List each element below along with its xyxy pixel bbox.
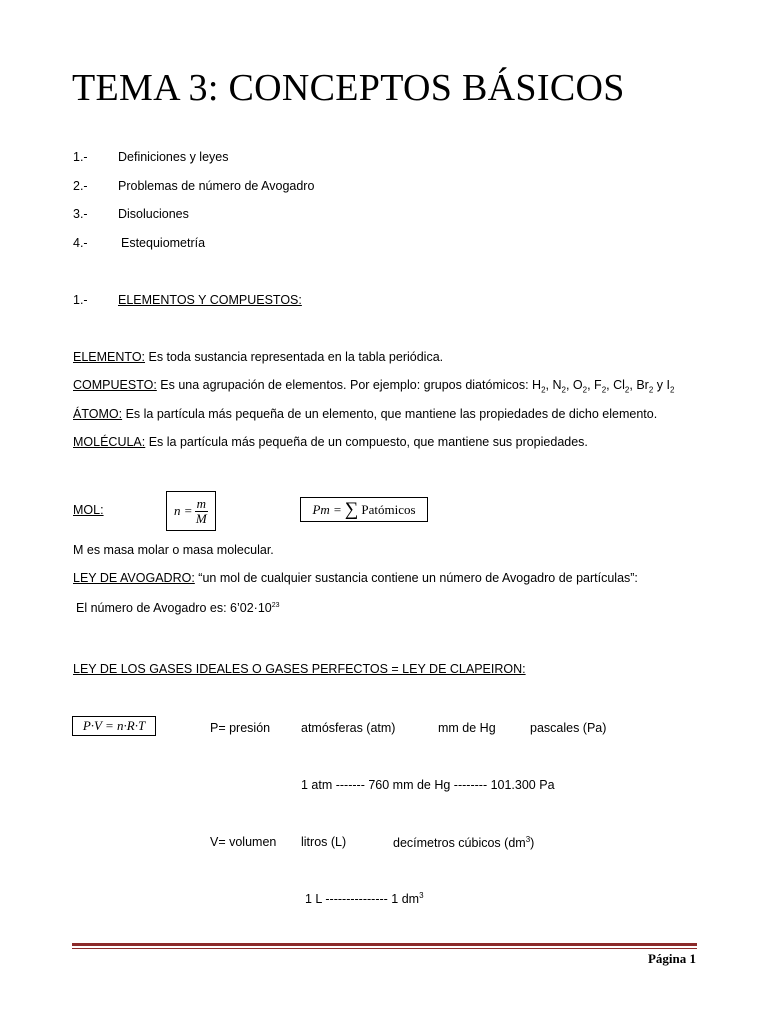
- diatomic-element: $Cl_2$,: [613, 378, 637, 395]
- pm-rhs: Patómicos: [361, 501, 416, 517]
- diatomic-element: $Br_2$ y: [636, 378, 667, 395]
- definition-elemento: [73, 350, 443, 364]
- toc-number: 1.-: [73, 150, 88, 164]
- diatomic-element: $F_2$,: [594, 378, 614, 395]
- toc-item: Disoluciones: [118, 207, 189, 221]
- pressure-unit: pascales (Pa): [530, 721, 607, 735]
- sigma-icon: ∑: [344, 499, 359, 520]
- fraction-denominator: M: [195, 510, 207, 526]
- volume-unit-close: ): [530, 836, 535, 850]
- diatomic-element: $N_2$,: [552, 378, 573, 395]
- definition-compuesto: [73, 378, 674, 395]
- definition-term: ELEMENTO:: [73, 350, 146, 364]
- volume-unit: [393, 835, 534, 850]
- toc-item: Estequiometría: [121, 236, 206, 250]
- volume-label: V= volumen: [210, 835, 277, 849]
- pressure-unit: atmósferas (atm): [301, 721, 396, 735]
- avogadro-term: LEY DE AVOGADRO:: [73, 571, 195, 585]
- volume-unit-text: decímetros cúbicos (dm: [393, 836, 526, 850]
- definition-term: ÁTOMO:: [73, 407, 123, 421]
- page-title: TEMA 3: CONCEPTOS BÁSICOS: [72, 67, 625, 109]
- avogadro-law: [73, 571, 638, 585]
- mol-formula: [166, 491, 216, 531]
- mol-note: M es masa molar o masa molecular.: [73, 543, 274, 557]
- definition-text: Es la partícula más pequeña de un elemento, que mantiene las propiedades de dicho elemento.: [122, 407, 658, 421]
- mol-label: MOL:: [73, 503, 104, 517]
- pressure-label: P= presión: [210, 721, 271, 735]
- ideal-gas-formula: P·V = n·R·T: [72, 716, 156, 736]
- toc-number: 4.-: [73, 236, 88, 250]
- avogadro-number: [76, 601, 280, 615]
- volume-equivalence: [305, 891, 424, 906]
- definition-term: COMPUESTO:: [73, 378, 157, 392]
- avogadro-exponent: 23: [271, 602, 280, 609]
- definition-molecula: [73, 435, 588, 449]
- pressure-equivalence: 1 atm ------- 760 mm de Hg -------- 101.300 Pa: [301, 778, 555, 792]
- volume-equivalence-text: 1 L --------------- 1 dm: [305, 892, 420, 906]
- definition-text: Es una agrupación de elementos. Por ejemplo: grupos diatómicos:: [156, 378, 533, 392]
- volume-unit: litros (L): [301, 835, 347, 849]
- fraction-numerator: m: [196, 495, 206, 511]
- avogadro-number-text: El número de Avogadro es: 6’02·10: [76, 601, 272, 615]
- section-number: 1.-: [73, 293, 88, 307]
- molecular-weight-formula: [300, 497, 428, 522]
- pressure-unit: mm de Hg: [438, 721, 496, 735]
- mol-formula-lhs: n =: [174, 503, 193, 518]
- diatomic-element: $I_2$: [666, 378, 675, 395]
- avogadro-text: “un mol de cualquier sustancia contiene un número de Avogadro de partículas”:: [194, 571, 638, 585]
- definition-atomo: [73, 407, 657, 421]
- definition-text: Es toda sustancia representada en la tabla periódica.: [145, 350, 444, 364]
- volume-equivalence-exponent: 3: [419, 891, 424, 900]
- pm-lhs: Pm =: [312, 501, 342, 517]
- diatomic-element: $H_2$,: [532, 378, 553, 395]
- section-heading: ELEMENTOS Y COMPUESTOS:: [118, 293, 302, 307]
- toc-item: Definiciones y leyes: [118, 150, 229, 164]
- definition-term: MOLÉCULA:: [73, 435, 146, 449]
- volume-unit-exponent: 3: [525, 835, 531, 844]
- definition-text: Es la partícula más pequeña de un compuesto, que mantiene sus propiedades.: [145, 435, 588, 449]
- diatomic-list: [532, 378, 675, 395]
- footer-rule-thin: [72, 948, 697, 949]
- page-number: Página 1: [647, 951, 696, 966]
- toc-item: Problemas de número de Avogadro: [118, 179, 315, 193]
- toc-number: 3.-: [73, 207, 88, 221]
- diatomic-element: $O_2$,: [572, 378, 595, 395]
- toc-number: 2.-: [73, 179, 88, 193]
- footer-rule: [72, 943, 697, 946]
- gases-heading: LEY DE LOS GASES IDEALES O GASES PERFECTOS = LEY DE CLAPEIRON:: [73, 662, 526, 676]
- mol-formula-fraction: [195, 497, 208, 526]
